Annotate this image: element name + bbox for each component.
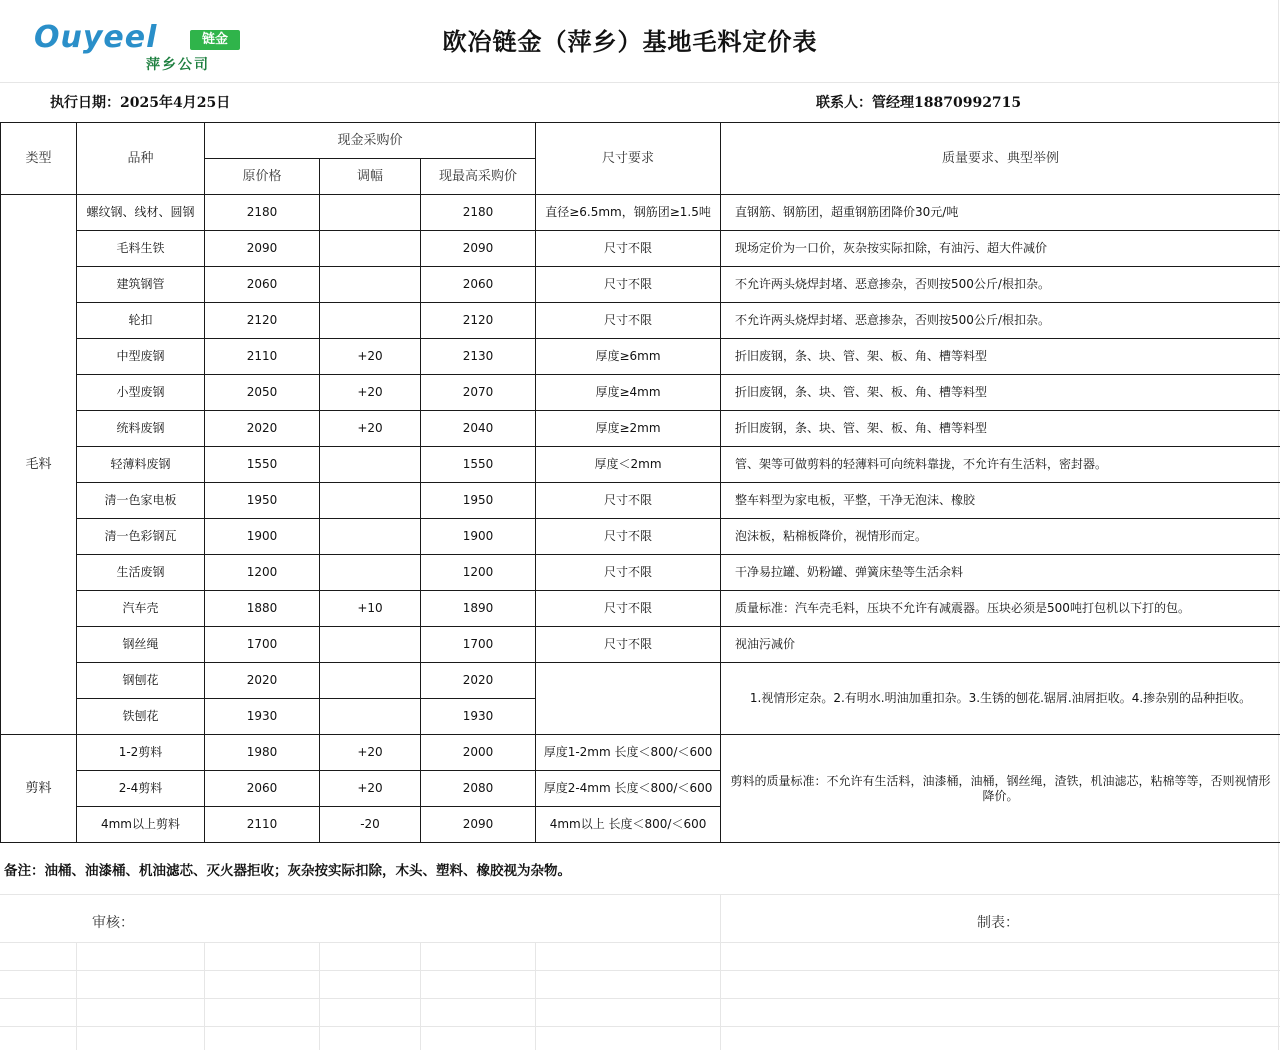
quality-cell: 不允许两头烧焊封堵、恶意掺杂，否则按500公斤/根扣杂。 [721, 303, 1280, 339]
table-row [1, 555, 1280, 591]
original-price-cell: 2110 [205, 807, 320, 843]
original-price-cell: 2090 [205, 231, 320, 267]
variety-cell: 铁刨花 [77, 699, 205, 735]
header-quality: 质量要求、典型举例 [721, 123, 1280, 195]
table-row [1, 303, 1280, 339]
grid-line [0, 1026, 1280, 1027]
table-row [1, 375, 1280, 411]
grid-line [0, 82, 1280, 83]
price-table [0, 122, 1280, 843]
header-size: 尺寸要求 [536, 123, 721, 195]
adjustment-cell [320, 699, 421, 735]
variety-cell: 小型废钢 [77, 375, 205, 411]
adjustment-cell [320, 231, 421, 267]
max-price-cell: 2020 [421, 663, 536, 699]
max-price-cell: 2070 [421, 375, 536, 411]
max-price-cell: 2040 [421, 411, 536, 447]
logo-subtitle: 萍乡公司 [146, 57, 210, 73]
header-adjustment: 调幅 [320, 159, 421, 195]
adjustment-cell: +20 [320, 735, 421, 771]
table-row [1, 519, 1280, 555]
grid-line [0, 998, 1280, 999]
variety-cell: 清一色家电板 [77, 483, 205, 519]
quality-cell: 干净易拉罐、奶粉罐、弹簧床垫等生活余料 [721, 555, 1280, 591]
logo-brand: Ouyeel [34, 20, 158, 55]
grid-line [204, 942, 205, 1050]
max-price-cell: 2090 [421, 807, 536, 843]
variety-cell: 清一色彩钢瓦 [77, 519, 205, 555]
max-price-cell: 1950 [421, 483, 536, 519]
quality-cell: 折旧废钢，条、块、管、架、板、角、槽等料型 [721, 339, 1280, 375]
max-price-cell: 2130 [421, 339, 536, 375]
remark-note: 备注：油桶、油漆桶、机油滤芯、灭火器拒收；灰杂按实际扣除，木头、塑料、橡胶视为杂物。 [4, 863, 571, 879]
size-cell: 厚度≥6mm [536, 339, 721, 375]
variety-cell: 1-2剪料 [77, 735, 205, 771]
variety-cell: 2-4剪料 [77, 771, 205, 807]
max-price-cell: 2090 [421, 231, 536, 267]
size-cell: 尺寸不限 [536, 555, 721, 591]
header-cash-price: 现金采购价 [205, 123, 536, 159]
max-price-cell: 1200 [421, 555, 536, 591]
adjustment-cell [320, 303, 421, 339]
grid-line [0, 894, 1280, 895]
execution-date: 执行日期：2025年4月25日 [50, 95, 231, 111]
grid-line [0, 970, 1280, 971]
size-cell: 尺寸不限 [536, 231, 721, 267]
size-cell: 尺寸不限 [536, 483, 721, 519]
quality-cell: 整车料型为家电板，平整，干净无泡沫、橡胶 [721, 483, 1280, 519]
header-variety: 品种 [77, 123, 205, 195]
adjustment-cell [320, 195, 421, 231]
variety-cell: 4mm以上剪料 [77, 807, 205, 843]
quality-cell: 泡沫板，粘棉板降价，视情形而定。 [721, 519, 1280, 555]
size-cell: 厚度≥4mm [536, 375, 721, 411]
quality-cell: 折旧废钢，条、块、管、架、板、角、槽等料型 [721, 411, 1280, 447]
size-cell: 尺寸不限 [536, 303, 721, 339]
quality-cell: 管、架等可做剪料的轻薄料可向统料靠拢，不允许有生活料，密封器。 [721, 447, 1280, 483]
review-signature-label: 审核： [92, 915, 134, 931]
adjustment-cell: +20 [320, 339, 421, 375]
original-price-cell: 2050 [205, 375, 320, 411]
quality-cell: 折旧废钢，条、块、管、架、板、角、槽等料型 [721, 375, 1280, 411]
original-price-cell: 2120 [205, 303, 320, 339]
adjustment-cell [320, 447, 421, 483]
max-price-cell: 2080 [421, 771, 536, 807]
table-row [1, 411, 1280, 447]
size-cell: 尺寸不限 [536, 267, 721, 303]
size-cell: 厚度2-4mm 长度＜800/＜600 [536, 771, 721, 807]
original-price-cell: 1700 [205, 627, 320, 663]
max-price-cell: 1890 [421, 591, 536, 627]
variety-cell: 中型废钢 [77, 339, 205, 375]
adjustment-cell [320, 663, 421, 699]
variety-cell: 统料废钢 [77, 411, 205, 447]
adjustment-cell: +10 [320, 591, 421, 627]
max-price-cell: 2120 [421, 303, 536, 339]
size-cell: 尺寸不限 [536, 627, 721, 663]
original-price-cell: 1200 [205, 555, 320, 591]
variety-cell: 钢丝绳 [77, 627, 205, 663]
table-row [1, 483, 1280, 519]
size-cell [536, 663, 721, 735]
original-price-cell: 1880 [205, 591, 320, 627]
size-cell: 厚度＜2mm [536, 447, 721, 483]
original-price-cell: 1900 [205, 519, 320, 555]
max-price-cell: 1700 [421, 627, 536, 663]
original-price-cell: 1950 [205, 483, 320, 519]
header-original-price: 原价格 [205, 159, 320, 195]
original-price-cell: 2110 [205, 339, 320, 375]
table-row [1, 231, 1280, 267]
max-price-cell: 1550 [421, 447, 536, 483]
variety-cell: 螺纹钢、线材、圆钢 [77, 195, 205, 231]
variety-cell: 钢刨花 [77, 663, 205, 699]
variety-cell: 生活废钢 [77, 555, 205, 591]
table-row [1, 735, 1280, 771]
size-cell: 4mm以上 长度＜800/＜600 [536, 807, 721, 843]
quality-cell: 不允许两头烧焊封堵、恶意掺杂，否则按500公斤/根扣杂。 [721, 267, 1280, 303]
max-price-cell: 1900 [421, 519, 536, 555]
quality-cell: 视油污减价 [721, 627, 1280, 663]
adjustment-cell: -20 [320, 807, 421, 843]
grid-line [0, 942, 1280, 943]
adjustment-cell [320, 483, 421, 519]
original-price-cell: 2180 [205, 195, 320, 231]
original-price-cell: 1980 [205, 735, 320, 771]
shavings-quality-cell: 1.视情形定杂。2.有明水.明油加重扣杂。3.生锈的刨花.锯屑.油屑拒收。4.掺杂别的品种拒收。 [721, 663, 1280, 735]
logo-badge: 链金 [190, 30, 240, 50]
table-row [1, 267, 1280, 303]
variety-cell: 建筑钢管 [77, 267, 205, 303]
table-row [1, 339, 1280, 375]
original-price-cell: 2020 [205, 411, 320, 447]
adjustment-cell: +20 [320, 771, 421, 807]
size-cell: 厚度≥2mm [536, 411, 721, 447]
variety-cell: 汽车壳 [77, 591, 205, 627]
table-row [1, 195, 1280, 231]
document-title: 欧冶链金（萍乡）基地毛料定价表 [442, 27, 818, 56]
original-price-cell: 1930 [205, 699, 320, 735]
size-cell: 尺寸不限 [536, 519, 721, 555]
original-price-cell: 2060 [205, 267, 320, 303]
quality-cell: 直钢筋、钢筋团，超重钢筋团降价30元/吨 [721, 195, 1280, 231]
max-price-cell: 2000 [421, 735, 536, 771]
quality-cell: 质量标准：汽车壳毛料，压块不允许有减震器。压块必须是500吨打包机以下打的包。 [721, 591, 1280, 627]
max-price-cell: 1930 [421, 699, 536, 735]
table-row [1, 663, 1280, 699]
adjustment-cell: +20 [320, 411, 421, 447]
original-price-cell: 2020 [205, 663, 320, 699]
shear-quality-cell: 剪料的质量标准：不允许有生活料，油漆桶，油桶，钢丝绳，渣铁，机油滤芯，粘棉等等，否则视情形降价。 [721, 735, 1280, 843]
adjustment-cell [320, 555, 421, 591]
max-price-cell: 2180 [421, 195, 536, 231]
table-row [1, 627, 1280, 663]
grid-line [720, 894, 721, 1050]
adjustment-cell [320, 519, 421, 555]
quality-cell: 现场定价为一口价，灰杂按实际扣除，有油污、超大件减价 [721, 231, 1280, 267]
header-current-max-price: 现最高采购价 [421, 159, 536, 195]
adjustment-cell [320, 267, 421, 303]
grid-line [420, 942, 421, 1050]
size-cell: 厚度1-2mm 长度＜800/＜600 [536, 735, 721, 771]
size-cell: 尺寸不限 [536, 591, 721, 627]
variety-cell: 轻薄料废钢 [77, 447, 205, 483]
grid-line [319, 942, 320, 1050]
company-logo [34, 20, 254, 74]
grid-line [535, 942, 536, 1050]
adjustment-cell [320, 627, 421, 663]
max-price-cell: 2060 [421, 267, 536, 303]
contact-person: 联系人：管经理18870992715 [816, 95, 1022, 111]
original-price-cell: 1550 [205, 447, 320, 483]
variety-cell: 毛料生铁 [77, 231, 205, 267]
grid-line [76, 942, 77, 1050]
table-row [1, 447, 1280, 483]
group-shear-material: 剪料 [1, 735, 77, 843]
group-raw-material: 毛料 [1, 195, 77, 735]
prepared-by-label: 制表： [977, 915, 1019, 931]
adjustment-cell: +20 [320, 375, 421, 411]
header-type: 类型 [1, 123, 77, 195]
variety-cell: 轮扣 [77, 303, 205, 339]
table-row [1, 591, 1280, 627]
size-cell: 直径≥6.5mm，钢筋团≥1.5吨 [536, 195, 721, 231]
original-price-cell: 2060 [205, 771, 320, 807]
